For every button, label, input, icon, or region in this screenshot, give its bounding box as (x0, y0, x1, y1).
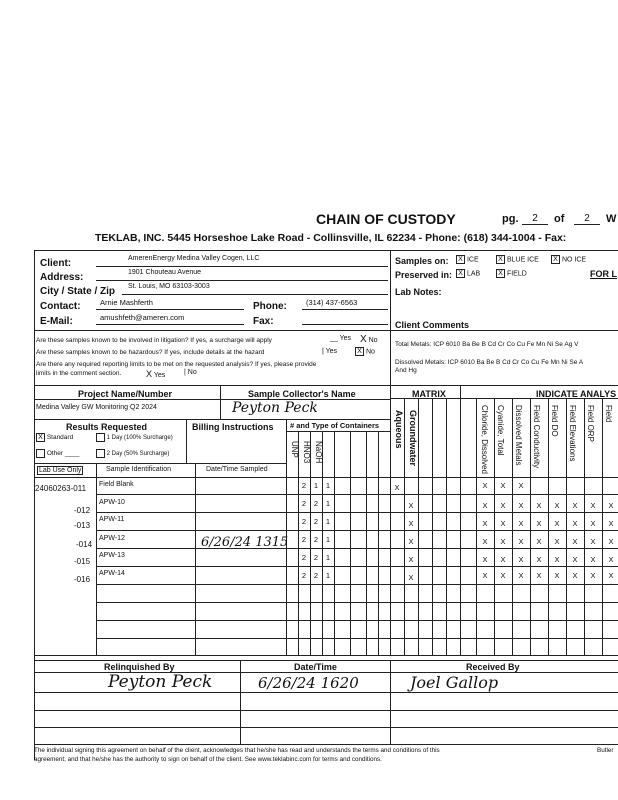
analysis-mark: X (536, 537, 542, 546)
analysis-mark: X (536, 571, 542, 580)
hazardous-no-checkbox[interactable]: X (355, 347, 364, 356)
analysis-mark: X (500, 519, 506, 528)
analysis-header-4: Field DO (550, 405, 559, 437)
one-day-checkbox[interactable] (96, 433, 105, 442)
aqueous-mark: X (394, 483, 400, 492)
project-value-line (34, 399, 390, 400)
row-line-3 (96, 530, 618, 531)
sample-id-col-divider (195, 463, 196, 655)
litigation-question: Are these samples known to be involved in litigation? If yes, a surcharge will apply (36, 337, 272, 344)
analysis-mark: X (554, 501, 560, 510)
row-line-7 (96, 602, 618, 603)
no-ice-option[interactable] (551, 255, 586, 264)
page-number: 2 (522, 213, 548, 225)
lab-id: 24060263-011 (35, 484, 87, 493)
analysis-mark: X (518, 519, 524, 528)
address-line (96, 280, 388, 281)
no-ice-label: NO ICE (561, 256, 587, 264)
phone-value: (314) 437-6563 (306, 298, 358, 307)
hazardous-yes[interactable]: | Yes (322, 348, 338, 355)
preserved-field-option[interactable] (496, 269, 527, 278)
litigation-yes[interactable]: __ Yes (330, 335, 352, 342)
relinquished-signature: Peyton Peck (108, 672, 213, 692)
analysis-mark: X (554, 571, 560, 580)
results-requested-label: Results Requested (66, 422, 148, 432)
blue-ice-label: BLUE ICE (506, 256, 539, 264)
analysis-header-1: Cyanide, Total (496, 405, 505, 456)
samples-on-label: Samples on: (395, 256, 449, 266)
preserved-lab-label: LAB (466, 270, 481, 278)
other-option[interactable]: Other ____ (36, 449, 79, 458)
analysis-mark: X (482, 501, 488, 510)
of-label: of (554, 213, 565, 225)
client-box-divider (390, 250, 391, 655)
client-box-top (34, 250, 618, 251)
unp-count: 2 (301, 517, 307, 526)
custody-bottom (34, 744, 618, 745)
fax-line (302, 324, 388, 325)
row-line-9 (96, 638, 618, 639)
reporting-limits-question-cont: limits in the comment section. (36, 370, 122, 377)
sample-collector-signature: Peyton Peck (232, 400, 318, 416)
analysis-mark: X (554, 537, 560, 546)
analysis-mark: X (482, 571, 488, 580)
project-divider (220, 385, 221, 419)
analysis-header-7: Field (604, 405, 613, 423)
reporting-limits-question: Are there any required reporting limits to be met on the requested analysis? If yes, please provide (36, 361, 317, 368)
analysis-mark: X (590, 537, 596, 546)
analysis-mark: X (518, 555, 524, 564)
hno3-count: 2 (313, 517, 319, 526)
lab-id: -015 (74, 557, 91, 566)
analysis-header-6: Field ORP (586, 405, 595, 442)
lab-id: -016 (74, 575, 91, 584)
analysis-mark: X (500, 571, 506, 580)
hazardous-no-label: No (365, 348, 375, 356)
analysis-col-8 (602, 398, 603, 655)
hno3-count: 2 (313, 571, 319, 580)
client-line (96, 266, 388, 267)
one-day-label: 1 Day (100% Surcharge) (106, 435, 173, 442)
analysis-col-7 (584, 398, 585, 655)
analysis-col-3 (512, 398, 513, 655)
date-time-sampled-header: Date/Time Sampled (206, 466, 268, 473)
company-address-line: TEKLAB, INC. 5445 Horseshoe Lake Road - Collinsville, IL 62234 - Phone: (618) 344-1004 - Fax: (95, 232, 567, 244)
table-bottom (34, 655, 618, 656)
custody-date-time-value: 6/26/24 1620 (258, 674, 359, 692)
row-line-4 (96, 548, 618, 549)
row-line-5 (96, 566, 618, 567)
unp-count: 2 (301, 535, 307, 544)
reporting-limits-no[interactable]: | No (184, 369, 197, 376)
received-signature: Joel Gallop (410, 673, 499, 692)
two-day-checkbox[interactable] (96, 449, 105, 458)
naoh-count: 1 (325, 571, 331, 580)
standard-label: Standard (46, 434, 74, 442)
date-time-sampled-handwritten: 6/26/24 1315 (201, 535, 289, 550)
reporting-limits-yes[interactable] (146, 369, 165, 379)
hazardous-yes-label: Yes (325, 348, 338, 355)
analysis-mark: X (608, 571, 614, 580)
analysis-header-0: Chloride, Dissolved (480, 405, 489, 474)
row-line-8 (96, 620, 618, 621)
reporting-limits-yes-label: Yes (153, 372, 166, 379)
analysis-mark: X (608, 537, 614, 546)
custody-row-2 (34, 710, 618, 711)
hno3-count: 2 (313, 499, 319, 508)
client-comments-line1: Total Metals: ICP 6010 Ba Be B Cd Cr Co Cu Fe Mn Ni Se Ag V (395, 341, 579, 348)
contact-value: Arnie Mashferth (100, 298, 153, 307)
analysis-mark: X (500, 537, 506, 546)
analysis-col-1 (476, 398, 477, 655)
city-line (122, 294, 388, 295)
preserved-lab-option[interactable] (456, 269, 480, 278)
matrix-col-4 (446, 398, 447, 655)
unp-count: 2 (301, 481, 307, 490)
container-col-5 (350, 431, 351, 655)
analysis-col-6 (566, 398, 567, 655)
matrix-divider (460, 385, 461, 655)
ice-checkbox[interactable]: X (456, 255, 465, 264)
matrix-label: MATRIX (412, 389, 446, 399)
columns-header-top (34, 463, 286, 464)
custody-row-3 (34, 727, 618, 728)
no-ice-checkbox[interactable]: X (551, 255, 560, 264)
litigation-no-label: No (368, 337, 378, 344)
preserved-field-label: FIELD (506, 270, 527, 278)
preserved-in-label: Preserved in: (395, 270, 453, 280)
analysis-col-2 (494, 398, 495, 655)
analysis-mark: X (500, 481, 506, 490)
groundwater-mark: X (408, 555, 414, 564)
row-line-2 (96, 512, 618, 513)
hno3-count: 2 (313, 535, 319, 544)
reporting-limits-no-label: No (187, 369, 197, 376)
analysis-mark: X (554, 519, 560, 528)
litigation-no-mark: X (360, 334, 367, 345)
unp-count: 2 (301, 571, 307, 580)
analysis-mark: X (608, 555, 614, 564)
analysis-mark: X (518, 537, 524, 546)
client-comments-line3: And Hg (395, 367, 417, 374)
lab-notes-label: Lab Notes: (395, 287, 442, 297)
blue-ice-checkbox[interactable]: X (496, 255, 505, 264)
lab-use-only-header: Lab Use Only (39, 467, 82, 474)
analysis-mark: X (536, 501, 542, 510)
unp-count: 2 (301, 553, 307, 562)
litigation-no[interactable] (360, 334, 378, 345)
analysis-mark: X (590, 501, 596, 510)
standard-option[interactable] (36, 433, 73, 442)
naoh-count: 1 (325, 535, 331, 544)
relinquished-by-label: Relinquished By (104, 662, 175, 672)
received-by-label: Received By (466, 662, 520, 672)
one-day-option[interactable] (96, 433, 173, 442)
preserved-field-checkbox[interactable]: X (496, 269, 505, 278)
blue-ice-option[interactable] (496, 255, 539, 264)
contact-line (96, 309, 244, 310)
aqueous-header: Aqueous (394, 410, 404, 449)
page-total: 2 (574, 213, 600, 225)
lab-id: -014 (76, 540, 93, 549)
analysis-mark: X (590, 571, 596, 580)
analysis-mark: X (608, 519, 614, 528)
row-line-6 (96, 584, 618, 585)
groundwater-header: Groundwater (408, 410, 418, 467)
email-value: amushfeth@ameren.com (100, 313, 185, 322)
client-section-bottom (34, 330, 618, 331)
analysis-mark: X (482, 519, 488, 528)
client-comments-label: Client Comments (395, 320, 470, 330)
analysis-header-3: Field Conductivity (532, 405, 541, 469)
row-line-1 (96, 494, 618, 495)
unp-count: 2 (301, 499, 307, 508)
containers-label: # and Type of Containers (290, 421, 380, 430)
address-value: 1901 Chouteau Avenue (128, 269, 202, 276)
sample-id: APW-12 (99, 535, 125, 542)
phone-line (302, 309, 388, 310)
naoh-count: 1 (325, 517, 331, 526)
naoh-count: 1 (325, 553, 331, 562)
litigation-yes-label: Yes (339, 335, 352, 342)
project-bottom-line (34, 419, 390, 420)
analysis-mark: X (590, 519, 596, 528)
naoh-header: NaOH (314, 441, 323, 464)
containers-header-line (286, 431, 390, 432)
results-divider (186, 419, 187, 463)
analysis-col-4 (530, 398, 531, 655)
sample-id: APW-14 (99, 570, 125, 577)
naoh-count: 1 (325, 481, 331, 490)
work-order-label: W (606, 213, 617, 225)
phone-label: Phone: (253, 301, 287, 312)
analysis-mark: X (572, 571, 578, 580)
naoh-count: 1 (325, 499, 331, 508)
ice-label: ICE (466, 256, 479, 264)
analysis-mark: X (590, 555, 596, 564)
analysis-mark: X (572, 555, 578, 564)
sample-identification-header: Sample Identification (106, 466, 171, 473)
city-state-zip-value: St. Louis, MO 63103-3003 (128, 283, 210, 290)
client-comments-line2: Dissolved Metals: ICP 6010 Ba Be B Cd Cr Co Cu Fe Mn Ni Se A (395, 359, 584, 366)
footer-terms-line1: The individual signing this agreement on behalf of the client, acknowledges that he/she has read and understands the terms and conditions of this (34, 747, 440, 754)
city-state-zip-label: City / State / Zip (40, 286, 116, 297)
page-number-label: pg. (502, 213, 519, 225)
groundwater-mark: X (408, 519, 414, 528)
analysis-mark: X (518, 481, 524, 490)
two-day-label: 2 Day (50% Surcharge) (106, 451, 170, 458)
for-lab-use-label: FOR L (590, 269, 617, 279)
container-col-7 (378, 431, 379, 655)
analysis-col-5 (548, 398, 549, 655)
ice-option[interactable] (456, 255, 479, 264)
analysis-mark: X (500, 501, 506, 510)
client-box-left (34, 250, 35, 760)
sample-id: APW-13 (99, 552, 125, 559)
analysis-header-5: Field Elevations (568, 405, 577, 462)
billing-instructions-label: Billing Instructions (192, 422, 274, 432)
two-day-option[interactable] (96, 449, 169, 458)
analysis-mark: X (518, 501, 524, 510)
preserved-lab-checkbox[interactable]: X (456, 269, 465, 278)
fax-label: Fax: (253, 316, 274, 327)
analysis-mark: X (554, 555, 560, 564)
analysis-mark: X (608, 501, 614, 510)
hno3-count: 2 (313, 553, 319, 562)
sample-id: APW-10 (99, 499, 125, 506)
hno3-header: HNO3 (302, 441, 311, 464)
groundwater-mark: X (408, 537, 414, 546)
matrix-col-3 (432, 398, 433, 655)
hno3-count: 1 (313, 481, 319, 490)
analysis-mark: X (500, 555, 506, 564)
questions-bottom-line (34, 385, 618, 386)
analysis-mark: X (482, 537, 488, 546)
analysis-mark: X (482, 481, 488, 490)
client-value: AmerenEnergy Medina Valley Cogen, LLC (128, 255, 260, 262)
custody-row-1 (34, 692, 618, 693)
lab-id: -012 (74, 506, 91, 515)
sample-id: APW-11 (99, 516, 125, 523)
page-title: CHAIN OF CUSTODY (316, 211, 456, 227)
analysis-mark: X (536, 555, 542, 564)
analysis-mark: X (518, 571, 524, 580)
analysis-header-2: Dissolved Metals (514, 405, 523, 466)
analysis-mark: X (572, 537, 578, 546)
lab-id: -013 (74, 521, 91, 530)
groundwater-mark: X (408, 573, 414, 582)
container-col-6 (366, 431, 367, 655)
analysis-mark: X (572, 501, 578, 510)
project-name-value: Medina Valley GW Monitoring Q2 2024 (36, 404, 157, 411)
project-name-label: Project Name/Number (78, 389, 173, 399)
indicate-analyses-label: INDICATE ANALYS (536, 389, 617, 399)
standard-checkbox[interactable]: X (36, 433, 45, 442)
email-line (96, 324, 244, 325)
container-col-4 (334, 431, 335, 655)
reporting-limits-yes-mark: X (146, 369, 153, 379)
custody-top (34, 660, 618, 661)
sample-collector-label: Sample Collector's Name (248, 389, 356, 399)
analysis-mark: X (572, 519, 578, 528)
hazardous-question: Are these samples known to be hazardous? If yes, include details at the hazard (36, 349, 265, 356)
groundwater-mark: X (408, 501, 414, 510)
footer-right-label: Butler (597, 747, 614, 754)
client-label: Client: (40, 258, 72, 269)
other-checkbox[interactable] (36, 449, 45, 458)
sample-id: Field Blank (99, 481, 134, 488)
other-label: Other (46, 450, 64, 458)
date-time-label: Date/Time (294, 662, 337, 672)
unp-header: UNP (290, 441, 299, 458)
analysis-mark: X (536, 519, 542, 528)
hazardous-no[interactable] (355, 347, 375, 356)
matrix-col-1 (404, 398, 405, 655)
address-label: Address: (40, 272, 84, 283)
email-label: E-Mail: (40, 316, 73, 327)
lab-use-col-divider (96, 463, 97, 655)
footer-terms-line2: agreement, and that he/she has the authority to sign on behalf of the client. See www.teklabinc.com for terms and conditions. (34, 756, 382, 763)
contact-label: Contact: (40, 301, 81, 312)
analysis-mark: X (482, 555, 488, 564)
matrix-col-2 (418, 398, 419, 655)
